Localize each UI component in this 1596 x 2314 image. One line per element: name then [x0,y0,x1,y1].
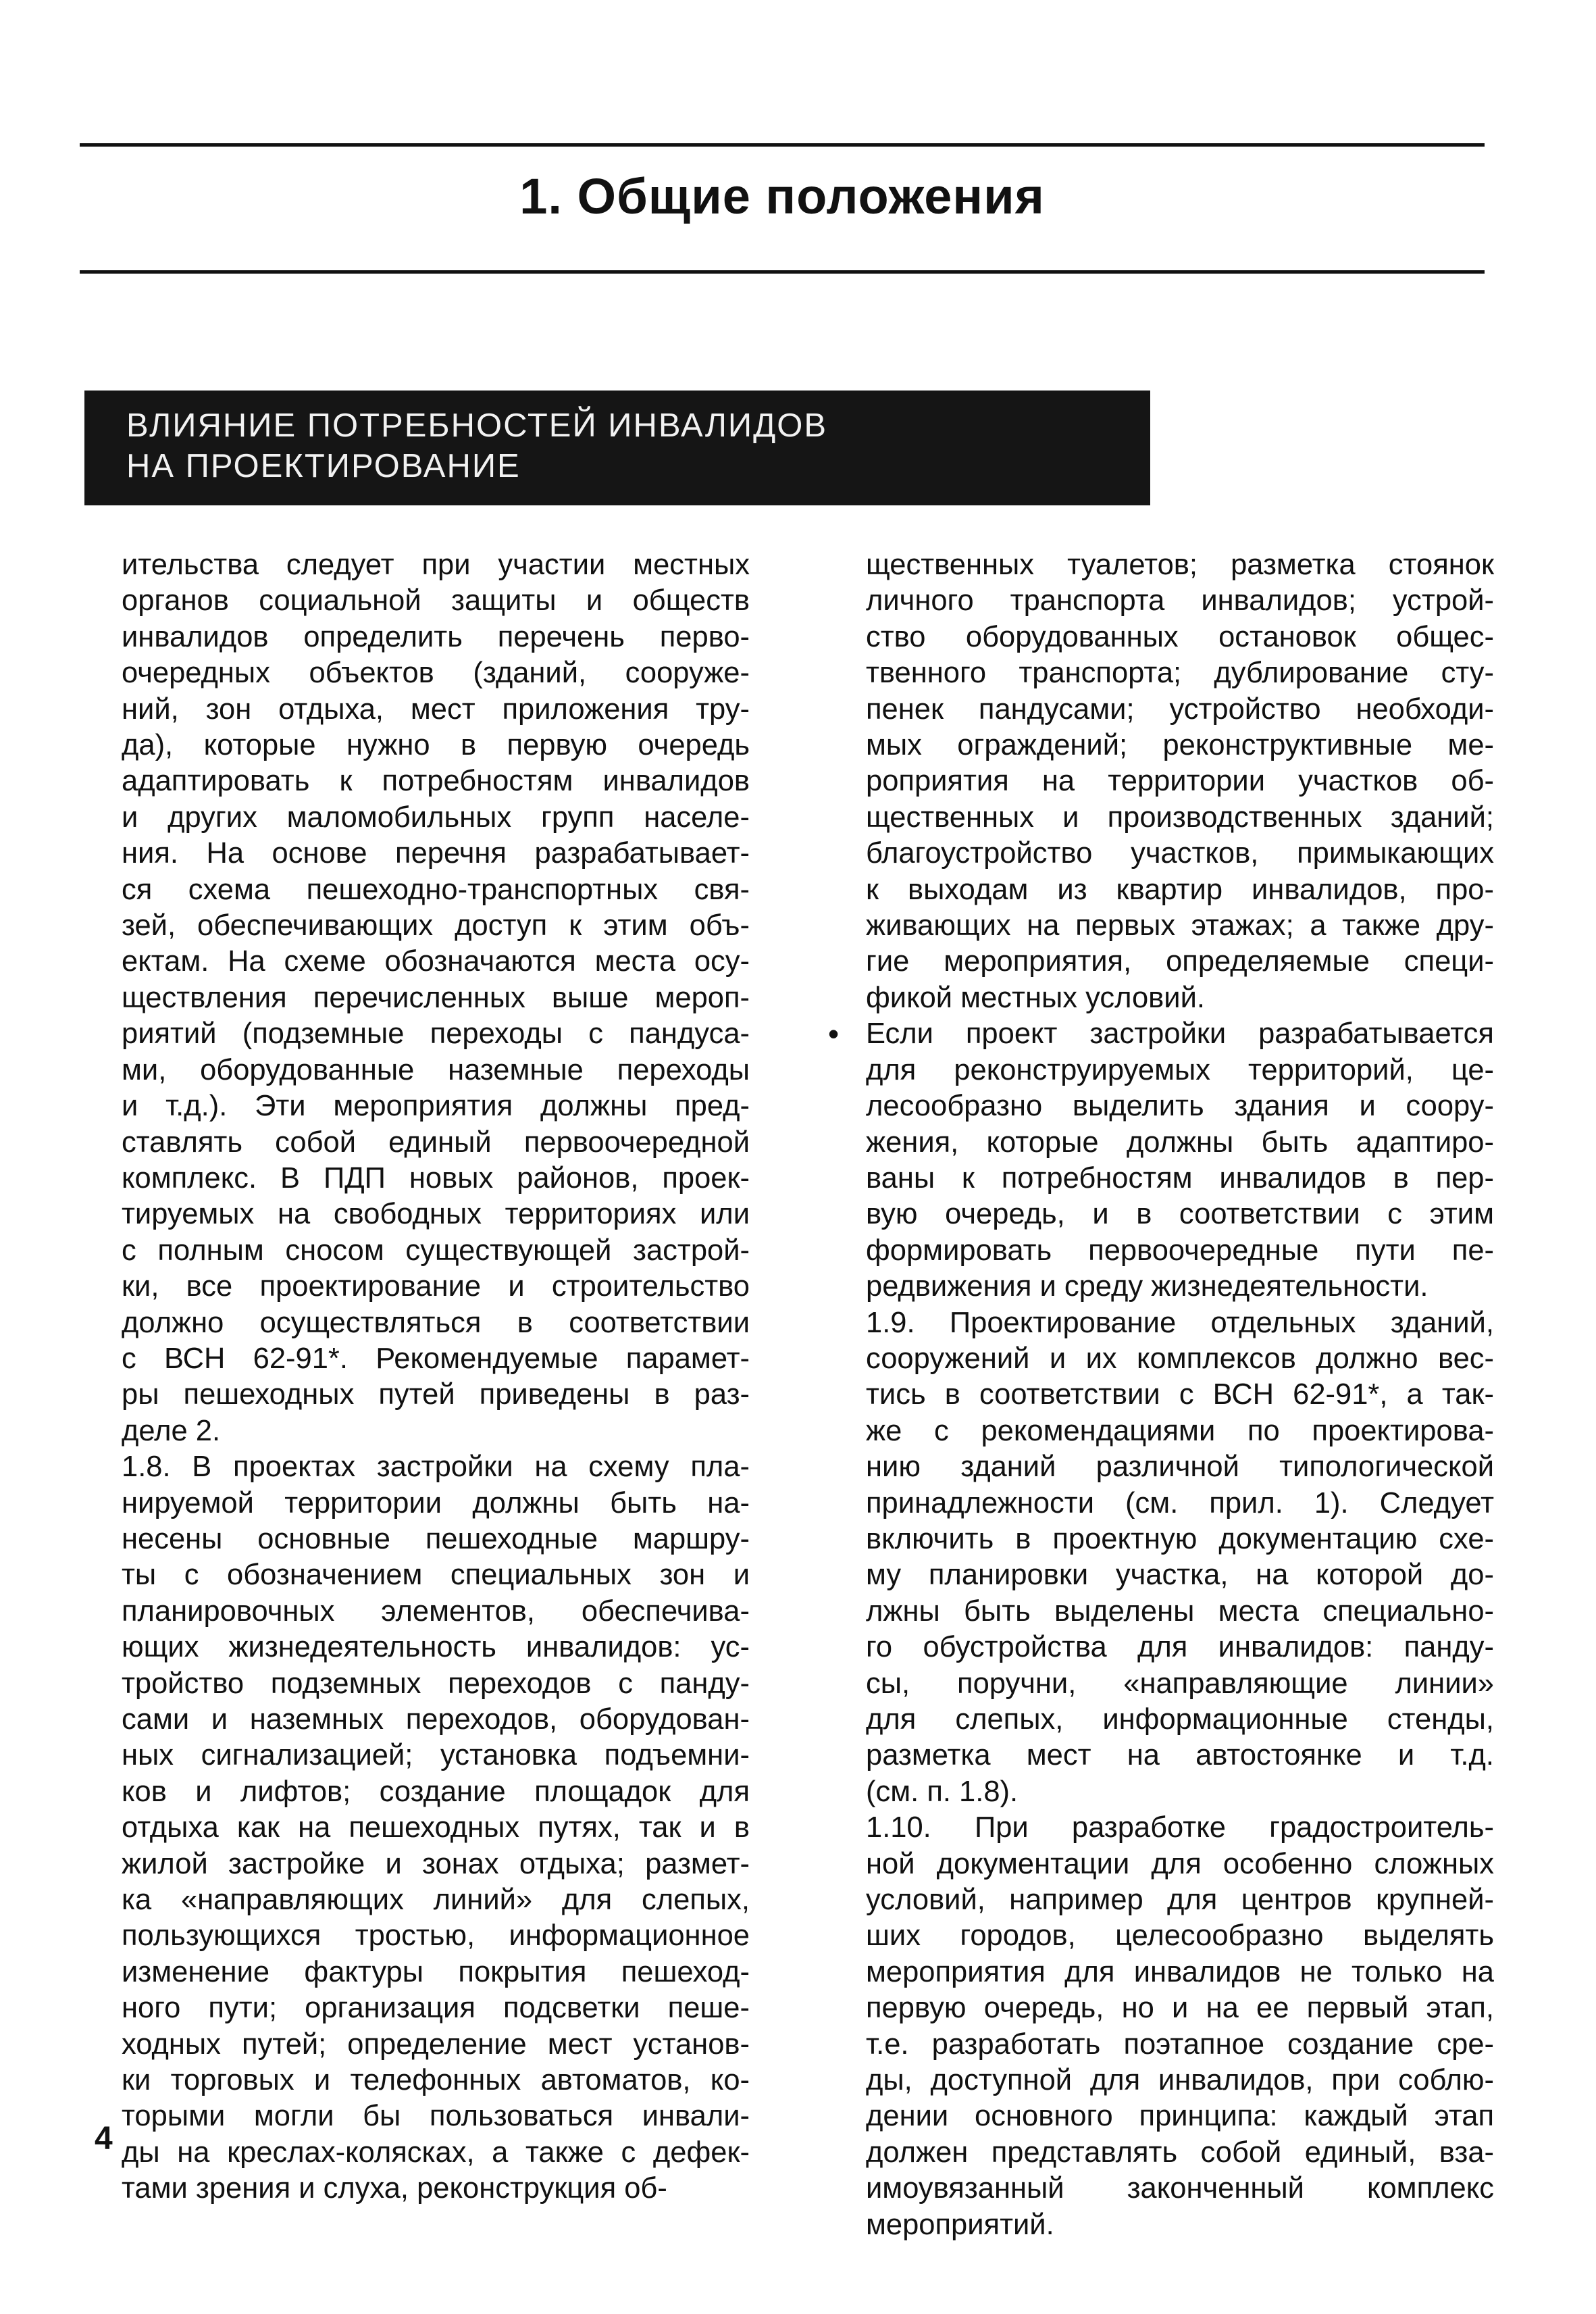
text-line: комплекс. В ПДП новых районов, проек- [122,1161,750,1194]
text-line: жения, которые должны быть адаптиро- [866,1126,1494,1159]
text-line: изменение фактуры покрытия пешеход- [122,1955,750,1988]
text-line: и других маломобильных групп населе- [122,801,750,834]
text-line: тись в соответствии с ВСН 62-91*, а так- [866,1378,1494,1411]
text-line: мероприятия для инвалидов не только на [866,1955,1494,1988]
text-line: с полным сносом существующей застрой- [122,1234,750,1267]
text-line: ных сигнализацией; установка подъемни- [122,1739,750,1772]
section-banner-line: НА ПРОЕКТИРОВАНИЕ [126,448,521,484]
text-line: ки, все проектирование и строительство [122,1270,750,1303]
text-line: сооружений и их комплексов должно вес- [866,1342,1494,1375]
text-line: 1.9. Проектирование отдельных зданий, [866,1306,1494,1339]
text-line: личного транспорта инвалидов; устрой- [866,584,1494,618]
right-text-column [828,547,1494,2243]
text-line: нируемой территории должны быть на- [122,1486,750,1519]
text-line: ших городов, целесообразно выделять [866,1919,1494,1953]
text-line: торыми могли бы пользоваться инвали- [122,2100,750,2133]
section-banner-line: ВЛИЯНИЕ ПОТРЕБНОСТЕЙ ИНВАЛИДОВ [126,407,828,444]
text-line: инвалидов определить перечень перво- [122,620,750,653]
text-line: пользующихся тростью, информационное [122,1919,750,1953]
text-line: ство оборудованных остановок общес- [866,620,1494,653]
text-line: мероприятий. [866,2208,1054,2241]
text-line: отдыха как на пешеходных путях, так и в [122,1811,750,1844]
text-line: ся схема пешеходно-транспортных свя- [122,873,750,906]
text-line: го обустройства для инвалидов: панду- [866,1631,1494,1664]
text-line: тируемых на свободных территориях или [122,1198,750,1231]
text-line: разметка мест на автостоянке и т.д. [866,1739,1494,1772]
text-line: щественных туалетов; разметка стоянок [866,549,1494,581]
text-line: ры пешеходных путей приведены в раз- [122,1378,750,1411]
text-line: ты с обозначением специальных зон и [122,1559,750,1592]
text-line: очередных объектов (зданий, сооруже- [122,657,750,690]
text-line: редвижения и среду жизнедеятельности. [866,1270,1428,1303]
bullet-icon: • [828,1016,840,1052]
text-line: дении основного принципа: каждый этап [866,2100,1494,2133]
text-line: ния. На основе перечня разрабатывает- [122,837,750,870]
text-line: адаптировать к потребностям инвалидов [122,765,750,798]
text-line: мых ограждений; реконструктивные ме- [866,729,1494,762]
text-line: ществления перечисленных выше мероп- [122,981,750,1014]
text-line: деле 2. [122,1414,221,1447]
text-line: 1.8. В проектах застройки на схему пла- [122,1451,750,1484]
text-line: риятий (подземные переходы с пандуса- [122,1017,750,1051]
text-line: благоустройство участков, примыкающих [866,837,1494,870]
text-line: нию зданий различной типологической [866,1451,1494,1484]
text-line: для слепых, информационные стенды, [866,1703,1494,1736]
text-line: ходных путей; определение мест установ- [122,2028,750,2061]
text-line: фикой местных условий. [866,981,1205,1014]
text-line: с ВСН 62-91*. Рекомендуемые парамет- [122,1342,750,1375]
text-line: ительства следует при участии местных [122,549,750,581]
text-line: лесообразно выделить здания и соору- [866,1090,1494,1123]
left-text-column [122,547,750,2207]
text-line: и т.д.). Эти мероприятия должны пред- [122,1090,750,1123]
text-line: ды на креслах-колясках, а также с дефек- [122,2136,750,2169]
text-line: включить в проектную документацию схе- [866,1522,1494,1555]
text-line: му планировки участка, на которой до- [866,1559,1494,1592]
text-line: ного пути; организация подсветки пеше- [122,1992,750,2025]
text-line: тройство подземных переходов с панду- [122,1667,750,1700]
text-line: ной документации для особенно сложных [866,1847,1494,1880]
section-banner [84,391,1150,505]
text-line: щественных и производственных зданий; [866,801,1494,834]
page-number: 4 [95,2121,113,2157]
text-line: ка «направляющих линий» для слепых, [122,1884,750,1917]
text-line: твенного транспорта; дублирование сту- [866,657,1494,690]
text-line: ки торговых и телефонных автоматов, ко- [122,2064,750,2097]
text-line: (см. п. 1.8). [866,1775,1019,1808]
text-line: формировать первоочередные пути пе- [866,1234,1494,1267]
text-line: планировочных элементов, обеспечива- [122,1594,750,1628]
text-line: должен представлять собой единый, вза- [866,2136,1494,2169]
text-line: живающих на первых этажах; а также дру- [866,909,1494,942]
text-line: тами зрения и слуха, реконструкция об- [122,2172,667,2205]
text-line: принадлежности (см. прил. 1). Следует [866,1486,1494,1519]
text-line: ми, оборудованные наземные переходы [122,1053,750,1086]
text-line: для реконструируемых территорий, це- [866,1053,1494,1086]
text-line: к выходам из квартир инвалидов, про- [866,873,1494,906]
text-line: зей, обеспечивающих доступ к этим объ- [122,909,750,942]
text-line: органов социальной защиты и обществ [122,584,750,618]
text-line: же с рекомендациями по проектирова- [866,1414,1494,1447]
text-line: гие мероприятия, определяемые специ- [866,945,1494,978]
text-line: условий, например для центров крупней- [866,1884,1494,1917]
text-line: Если проект застройки разрабатывается [866,1017,1494,1051]
chapter-title: 1. Общие положения [519,168,1045,224]
text-line: несены основные пешеходные маршру- [122,1522,750,1555]
text-line: ектам. На схеме обозначаются места осу- [122,945,750,978]
text-line: ков и лифтов; создание площадок для [122,1775,750,1808]
text-line: ний, зон отдыха, мест приложения тру- [122,693,750,726]
text-line: жилой застройке и зонах отдыха; размет- [122,1847,750,1880]
text-line: ставлять собой единый первоочередной [122,1126,750,1159]
text-line: ваны к потребностям инвалидов в пер- [866,1161,1494,1194]
text-line: лжны быть выделены места специально- [866,1594,1494,1628]
text-line: ющих жизнедеятельность инвалидов: ус- [122,1631,750,1664]
text-line: сами и наземных переходов, оборудован- [122,1703,750,1736]
bottom-rule [80,270,1485,274]
text-line: имоувязанный законченный комплекс [866,2172,1494,2205]
top-rule [80,143,1485,147]
text-line: ды, доступной для инвалидов, при соблю- [866,2064,1494,2097]
text-line: т.е. разработать поэтапное создание сре- [866,2028,1494,2061]
text-line: пенек пандусами; устройство необходи- [866,693,1494,726]
text-line: должно осуществляться в соответствии [122,1306,750,1339]
text-line: первую очередь, но и на ее первый этап, [866,1992,1494,2025]
text-line: роприятия на территории участков об- [866,765,1494,798]
text-line: да), которые нужно в первую очередь [122,729,750,762]
text-line: сы, поручни, «направляющие линии» [866,1667,1494,1700]
text-line: вую очередь, и в соответствии с этим [866,1198,1494,1231]
text-line: 1.10. При разработке градостроитель- [866,1811,1494,1844]
